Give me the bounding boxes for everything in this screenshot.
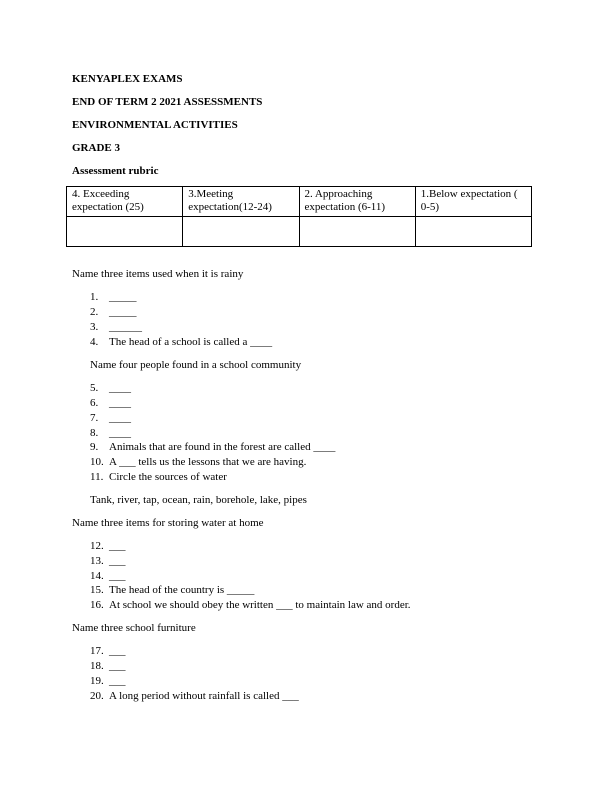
rubric-score-cell: [299, 217, 415, 247]
assessment-rubric-table: [66, 186, 532, 247]
school-title: KENYAPLEX EXAMS: [72, 73, 183, 85]
question-item: 3. ______: [90, 321, 142, 333]
question-item: 7. ____: [90, 412, 131, 424]
question-item: 13. ___: [90, 555, 126, 567]
rubric-col-exceeding: 4. Exceeding expectation (25): [67, 187, 183, 217]
section-community: Name four people found in a school community: [90, 359, 302, 371]
question-item: 10. A ___ tells us the lessons that we are having.: [90, 456, 307, 468]
rubric-col-below: 1.Below expectation ( 0-5): [415, 187, 531, 217]
rubric-score-cell: [183, 217, 299, 247]
question-item: 19. ___: [90, 675, 126, 687]
rubric-score-cell: [67, 217, 183, 247]
question-item: 5. ____: [90, 382, 131, 394]
question-item: 12. ___: [90, 540, 126, 552]
section-storing: Name three items for storing water at home: [72, 517, 264, 529]
question-item: 9. Animals that are found in the forest are called ____: [90, 441, 336, 453]
section-rainy: Name three items used when it is rainy: [72, 268, 244, 280]
rubric-header-row: [67, 187, 532, 217]
grade-title: GRADE 3: [72, 142, 120, 154]
question-item: 20. A long period without rainfall is called ___: [90, 690, 299, 702]
question-item: 8. ____: [90, 427, 131, 439]
rubric-score-cell: [415, 217, 531, 247]
question-item: 15. The head of the country is _____: [90, 584, 255, 596]
rubric-score-row: [67, 217, 532, 247]
question-item: 18. ___: [90, 660, 126, 672]
exam-title: END OF TERM 2 2021 ASSESSMENTS: [72, 96, 263, 108]
rubric-col-approaching: 2. Approaching expectation (6-11): [299, 187, 415, 217]
question-item: 11. Circle the sources of water: [90, 471, 227, 483]
question-item: 6. ____: [90, 397, 131, 409]
rubric-title: Assessment rubric: [72, 165, 159, 177]
question-item: 1. _____: [90, 291, 137, 303]
question-item: 17. ___: [90, 645, 126, 657]
question-item: 4. The head of a school is called a ____: [90, 336, 273, 348]
question-item: 16. At school we should obey the written ___ to maintain law and order.: [90, 599, 411, 611]
subject-title: ENVIRONMENTAL ACTIVITIES: [72, 119, 238, 131]
section-furniture: Name three school furniture: [72, 622, 196, 634]
rubric-col-meeting: 3.Meeting expectation(12-24): [183, 187, 299, 217]
question-item: 14. ___: [90, 570, 126, 582]
question-item: 2. _____: [90, 306, 137, 318]
water-sources-list: Tank, river, tap, ocean, rain, borehole, lake, pipes: [90, 494, 307, 506]
